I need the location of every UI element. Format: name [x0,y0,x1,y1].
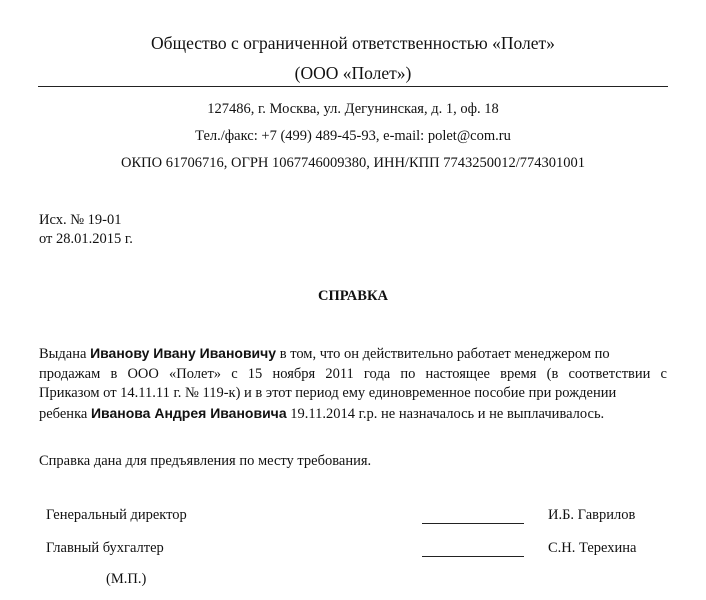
body-line-2: продажам в ООО «Полет» с 15 ноября 2011 года по настоящее время (в соответствии с [39,365,667,382]
reference-number: Исх. № 19-01 [39,212,122,228]
body-text-segment: Выдана [39,346,91,362]
document-title: СПРАВКА [318,288,388,304]
header-divider [38,86,668,87]
organization-full-name: Общество с ограниченной ответственностью «Полет» [151,33,555,53]
employee-name: Иванову Ивану Ивановичу [90,345,277,361]
signatory-title-director: Генеральный директор [46,507,187,523]
signatory-title-accountant: Главный бухгалтер [46,540,164,556]
organization-short-name: (ООО «Полет») [294,63,412,83]
body-line-4 [39,404,667,425]
organization-codes: ОКПО 61706716, ОГРН 1067746009380, ИНН/КПП 7743250012/774301001 [121,155,585,171]
body-text-segment: 19.11.2014 г.р. не назначалось и не выплачивалось. [286,405,605,422]
organization-address: 127486, г. Москва, ул. Дегунинская, д. 1, оф. 18 [207,101,499,117]
signature-line-director [422,523,524,524]
body-line-3: Приказом от 14.11.11 г. № 119-к) и в этот период ему единовременное пособие при рождении [39,385,617,401]
body-text-segment: в том, что он действительно работает менеджером по [276,346,610,362]
purpose-note: Справка дана для предъявления по месту требования. [39,453,372,469]
outgoing-reference [39,211,133,249]
body-line-1 [39,344,667,365]
organization-contacts: Тел./факс: +7 (499) 489-45-93, e-mail: polet@com.ru [195,128,511,144]
signature-line-accountant [422,556,524,557]
stamp-placeholder: (М.П.) [106,571,147,587]
body-text-segment: ребенка [39,405,91,422]
reference-date: от 28.01.2015 г. [39,231,133,247]
signatory-name-director: И.Б. Гаврилов [548,507,636,523]
child-name: Иванова Андрея Ивановича [90,404,287,421]
signatory-name-accountant: С.Н. Терехина [548,540,637,556]
certificate-body [39,344,667,424]
